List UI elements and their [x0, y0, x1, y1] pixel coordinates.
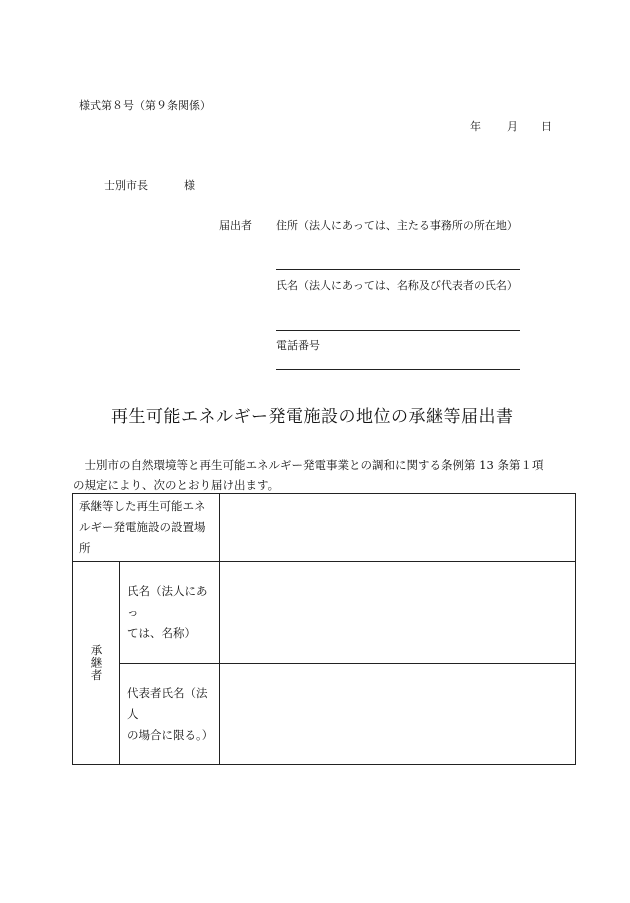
date-day-label: 日 — [541, 120, 552, 133]
body-line-1: 士別市の自然環境等と再生可能エネルギー発電事業との調和に関する条例第 13 条第１項 — [84, 458, 544, 472]
representative-row — [73, 664, 576, 765]
name-label: 氏名（法人にあっては、名称及び代表者の氏名） — [276, 279, 518, 292]
location-row — [73, 494, 576, 562]
phone-underline — [276, 369, 520, 370]
successor-label: 承継者 — [89, 644, 104, 682]
representative-value-cell[interactable] — [220, 664, 576, 765]
addressee-honorific: 様 — [184, 179, 195, 192]
form-number: 様式第８号（第９条関係） — [79, 99, 211, 112]
address-label: 住所（法人にあっては、主たる事務所の所在地） — [276, 219, 518, 232]
succession-table — [72, 493, 576, 765]
date-year-label: 年 — [470, 120, 481, 133]
successor-name-label-line2: ては、名称） — [127, 626, 196, 640]
location-label-line1: 承継等した再生可能エネ — [79, 499, 206, 513]
location-label-line2: ルギー発電施設の設置場 — [79, 520, 206, 534]
successor-name-value-cell[interactable] — [220, 562, 576, 664]
phone-label: 電話番号 — [276, 339, 320, 352]
location-label-line3: 所 — [79, 541, 91, 555]
location-value-cell[interactable] — [220, 494, 576, 562]
document-title: 再生可能エネルギー発電施設の地位の承継等届出書 — [111, 407, 514, 427]
body-line-2: の規定により、次のとおり届け出ます。 — [73, 478, 280, 492]
representative-label-line1: 代表者氏名（法人 — [127, 685, 208, 721]
representative-label-line2: の場合に限る。） — [127, 727, 214, 742]
name-underline — [276, 330, 520, 331]
successor-label-cell — [73, 562, 120, 765]
date-month-label: 月 — [507, 120, 518, 133]
successor-name-row — [73, 562, 576, 664]
successor-name-label-line1: 氏名（法人にあっ — [127, 584, 208, 619]
location-label-cell — [73, 494, 220, 562]
representative-label-cell — [120, 664, 220, 765]
address-underline — [276, 269, 520, 270]
body-paragraph — [73, 455, 583, 495]
addressee-mayor: 士別市長 — [104, 179, 148, 192]
successor-name-label-cell — [120, 562, 220, 664]
applicant-label: 届出者 — [219, 219, 252, 232]
